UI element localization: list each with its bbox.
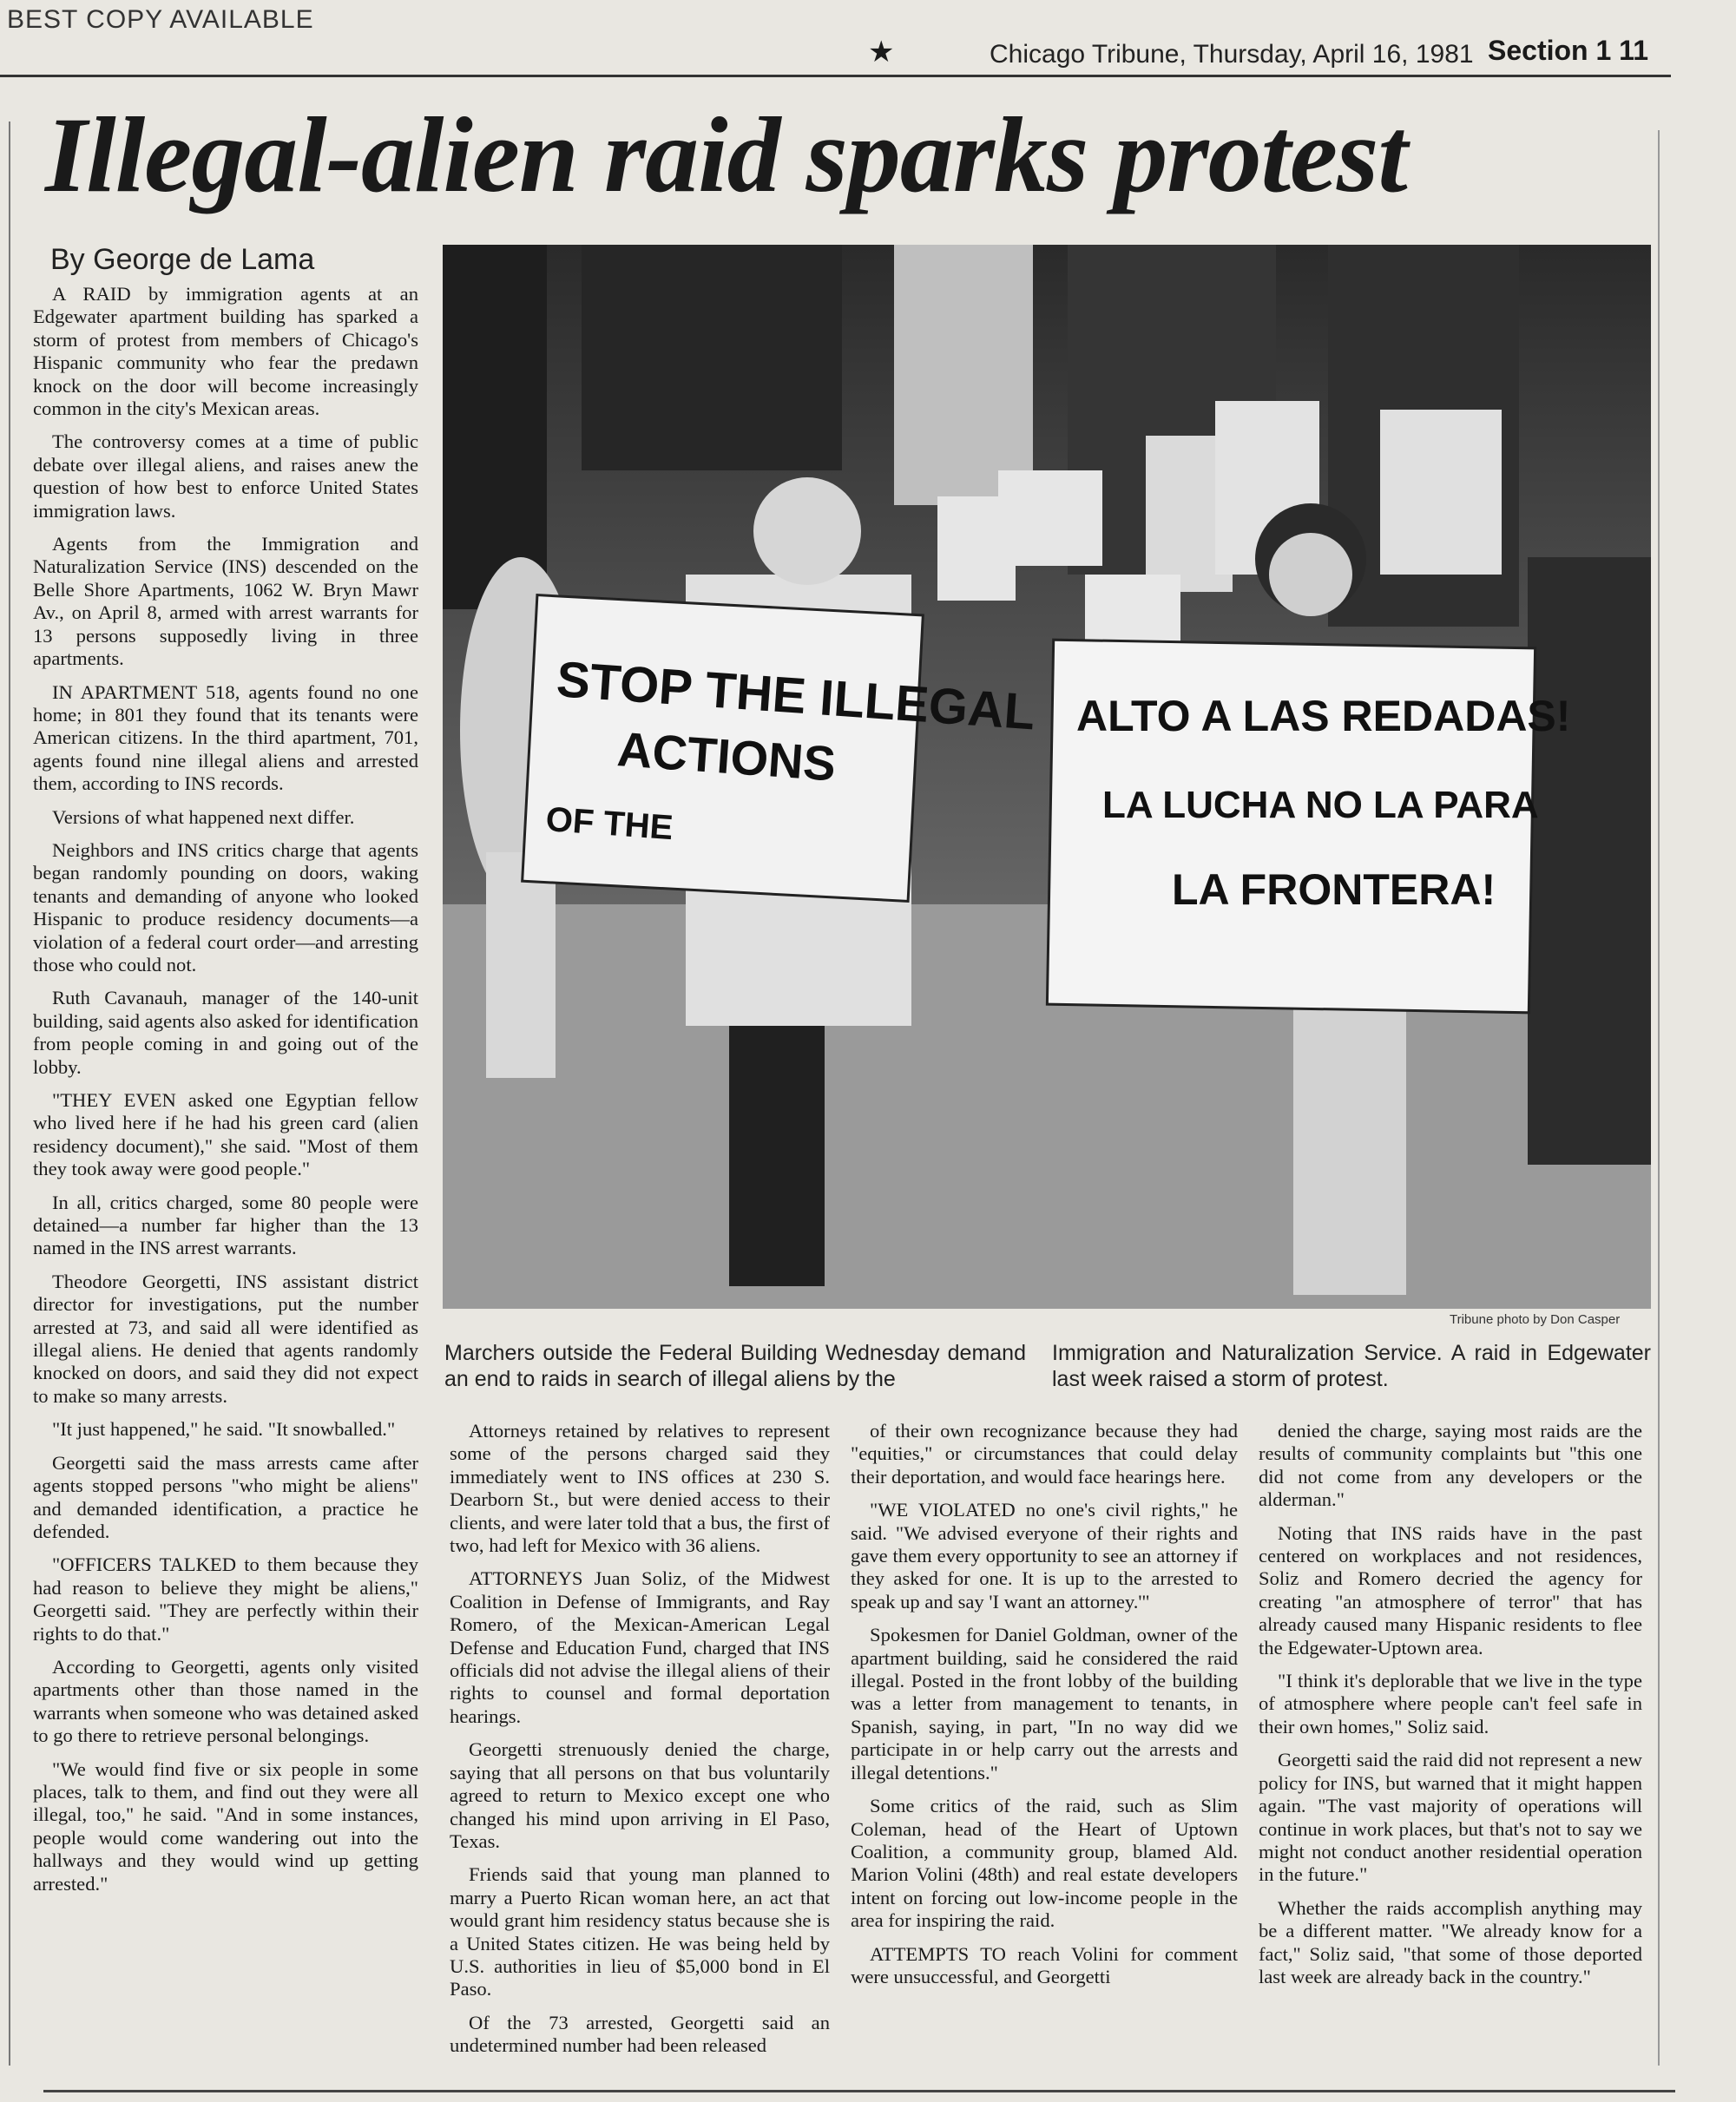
dateline: Chicago Tribune, Thursday, April 16, 1981 (990, 40, 1474, 69)
paragraph: "OFFICERS TALKED to them because they had reason to believe they might be aliens," Georgetti said. "They are perfectly within their rights to do that." (33, 1554, 418, 1645)
paragraph: Friends said that young man planned to marry a Puerto Rican woman here, an act that would grant him residency status because she is a United States citizen. He was being held by U.S. authorities in lieu of $5,000 bond in El Paso. (450, 1863, 830, 2000)
photo-caption-left: Marchers outside the Federal Building Wednesday demand an end to raids in search of illegal aliens by the (444, 1341, 1026, 1391)
paragraph: Some critics of the raid, such as Slim Coleman, head of the Heart of Uptown Coalition, a community group, blamed Ald. Marion Volini (48th) and real estate developers intent on forcing out low-income people in the area for inspiring the raid. (851, 1795, 1238, 1932)
article-column-2 (450, 1420, 830, 2068)
article-column-3 (851, 1420, 1238, 1999)
paragraph: of their own recognizance because they had "equities," or circumstances that could delay their deportation, and would face hearings here. (851, 1420, 1238, 1488)
paragraph: denied the charge, saying most raids are the results of community complaints but "this one did not come from any developers or the alderman." (1259, 1420, 1642, 1511)
sign-left-line-1: STOP THE ILLEGAL (555, 651, 1037, 741)
paragraph: "WE VIOLATED no one's civil rights," he said. "We advised everyone of their rights and gave them every opportunity to see an attorney if they asked for one. It is up to the arrested to speak up and say 'I want an attorney.'" (851, 1499, 1238, 1613)
byline: By George de Lama (50, 243, 315, 276)
star-icon: ★ (868, 35, 895, 69)
paragraph: "I think it's deplorable that we live in the type of atmosphere where people can't feel safe in their own homes," Soliz said. (1259, 1670, 1642, 1737)
photo-caption-right: Immigration and Naturalization Service. A raid in Edgewater last week raised a storm of protest. (1052, 1341, 1651, 1391)
left-margin-rule (9, 122, 10, 2066)
paragraph: Versions of what happened next differ. (52, 805, 355, 828)
paragraph: "We would find five or six people in some places, talk to them, and find out they were all illegal, too," he said. "And in some instances, people would come wandering out into the hallways and they would wind up getting arrested." (33, 1757, 418, 1895)
paragraph: In all, critics charged, some 80 people were detained—a number far higher than the 13 named in the INS arrest warrants. (33, 1191, 418, 1259)
sign-right-line-1: ALTO A LAS REDADAS! (1076, 692, 1571, 740)
paragraph: Of the 73 arrested, Georgetti said an undetermined number had been released (450, 2011, 830, 2057)
paragraph: Ruth Cavanauh, manager of the 140-unit building, said agents also asked for identification from people coming in and going out of the lobby. (33, 987, 418, 1078)
paragraph: Whether the raids accomplish anything may be a different matter. "We already know for a fact," Soliz said, "that some of those deported last week are already back in the country." (1259, 1896, 1642, 1987)
paragraph: According to Georgetti, agents only visited apartments other than those named in the warrants when someone who was detained asked to go there to retrieve personal belongings. (33, 1655, 418, 1747)
sign-left-line-2: ACTIONS (615, 721, 838, 792)
paragraph: ATTEMPTS TO reach Volini for comment were unsuccessful, and Georgetti (851, 1942, 1238, 1987)
paragraph: Theodore Georgetti, INS assistant district director for investigations, put the number arrested at 73, and said all were identified as illegal aliens. He denied that agents randomly knocked on doors, and said they did not expect to make so many arrests. (33, 1270, 418, 1407)
paragraph: ATTORNEYS Juan Soliz, of the Midwest Coalition in Defense of Immigrants, and Ray Romero, of the Mexican-American Legal Defense and Education Fund, charged that INS officials did not advise the illegal aliens of their rights to counsel and formal deportation hearings. (450, 1567, 830, 1727)
paragraph: IN APARTMENT 518, agents found no one home; in 801 they found that its tenants were American citizens. In the third apartment, 701, agents found nine illegal aliens and arrested them, according to INS records. (33, 680, 418, 795)
best-copy-note: BEST COPY AVAILABLE (7, 5, 314, 34)
paragraph: Agents from the Immigration and Naturalization Service (INS) descended on the Belle Shore Apartments, 1062 W. Bryn Mawr Av., on April 8, armed with arrest warrants for 13 persons supposedly living in three apartments. (33, 533, 418, 670)
paragraph: A RAID by immigration agents at an Edgewater apartment building has sparked a storm of protest from members of Chicago's Hispanic community who fear the predawn knock on the door will become increasingly common in the city's Mexican areas. (33, 283, 418, 420)
paragraph: Georgetti said the raid did not represent a new policy for INS, but warned that it might happen again. "The vast majority of operations will continue in work places, but that's not to say we might not conduct another residential operation in the future." (1259, 1749, 1642, 1886)
paragraph: Noting that INS raids have in the past centered on workplaces and not residences, Soliz and Romero decried the agency for creating "an atmosphere of terror" that has already caused many Hispanic residents to flee the Edgewater-Uptown area. (1259, 1521, 1642, 1659)
article-column-1 (33, 283, 418, 1906)
bottom-rule (43, 2090, 1675, 2092)
sign-left-line-3: OF THE (544, 800, 674, 848)
paragraph: Attorneys retained by relatives to represent some of the persons charged said they immediately went to INS offices at 230 S. Dearborn St., but were denied access to their clients, and were later told that a bus, the first of two, had left for Mexico with 36 aliens. (450, 1420, 830, 1557)
sign-right-line-3: LA FRONTERA! (1172, 865, 1496, 914)
right-margin-rule (1658, 130, 1660, 2066)
paragraph: The controversy comes at a time of public debate over illegal aliens, and raises anew the question of how best to enforce United States immigration laws. (33, 430, 418, 522)
sign-right-line-2: LA LUCHA NO LA PARA (1102, 784, 1539, 826)
paragraph: "THEY EVEN asked one Egyptian fellow who lived here if he had his green card (alien residency document)," she said. "Most of them they took away were good people." (33, 1089, 418, 1180)
header-rule (0, 75, 1671, 77)
photo-credit: Tribune photo by Don Casper (1450, 1312, 1621, 1327)
headline: Illegal-alien raid sparks protest (45, 95, 1407, 214)
paragraph: "It just happened," he said. "It snowballed." (52, 1418, 396, 1441)
paragraph: Georgetti said the mass arrests came after agents stopped persons "who might be aliens" and demanded identification, a practice he defended. (33, 1451, 418, 1542)
section-page-number: Section 1 11 (1488, 35, 1648, 66)
protest-photo (443, 245, 1651, 1309)
protest-photo-illustration (443, 245, 1651, 1309)
article-column-4 (1259, 1420, 1642, 1999)
paragraph: Spokesmen for Daniel Goldman, owner of the apartment building, said he considered the raid illegal. Posted in the front lobby of the building was a letter from management to tenants, in Spanish, saying, in part, "In no way did we participate in or help carry out the arrests and illegal detentions." (851, 1624, 1238, 1783)
paragraph: Georgetti strenuously denied the charge, saying that all persons on that bus voluntarily agreed to return to Mexico except one who changed his mind upon arriving in El Paso, Texas. (450, 1738, 830, 1852)
paragraph: Neighbors and INS critics charge that agents began randomly pounding on doors, waking tenants and demanding of anyone who looked Hispanic to produce residency documents—a violation of a federal court order—and arresting those who could not. (33, 838, 418, 975)
